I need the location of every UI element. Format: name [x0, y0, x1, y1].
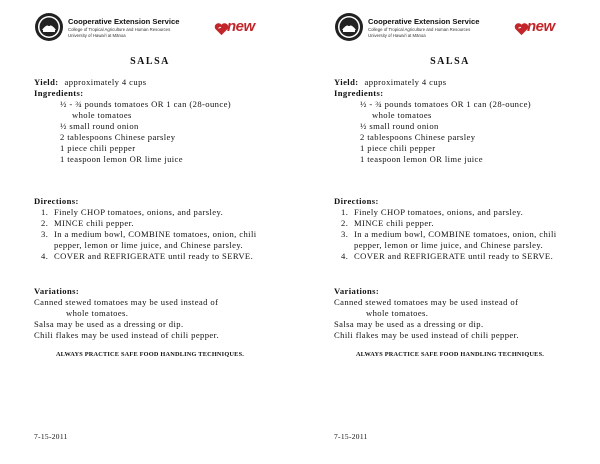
ingredient-item: whole tomatoes — [72, 110, 132, 120]
directions-list — [34, 207, 284, 262]
ingredient-item: ½ - ¾ pounds tomatoes OR 1 can (28-ounce) — [60, 99, 232, 109]
step-number: 3. — [341, 229, 349, 239]
step-text: Finely CHOP tomatoes, onions, and parsley. — [354, 207, 524, 217]
variations-label: Variations: — [334, 286, 380, 296]
step-number: 1. — [41, 207, 49, 217]
variations-section — [34, 286, 284, 341]
new-program-logo — [214, 18, 278, 37]
directions-section — [334, 196, 584, 262]
ingredient-item: 2 tablespoons Chinese parsley — [360, 132, 476, 142]
new-program-logo — [514, 18, 578, 37]
yield-label: Yield: — [334, 77, 359, 87]
ingredient-item: ½ small round onion — [60, 121, 139, 131]
org-name: Cooperative Extension Service — [368, 17, 480, 26]
yield-value: approximately 4 cups — [364, 77, 447, 87]
step-text: MINCE chili pepper. — [54, 218, 134, 228]
variation-line: Salsa may be used as a dressing or dip. — [34, 319, 184, 329]
university-seal-icon — [34, 12, 64, 42]
directions-label: Directions: — [334, 196, 379, 206]
variation-line: Chili flakes may be used instead of chili pepper. — [334, 330, 519, 340]
direction-step — [34, 207, 284, 218]
variation-line: Salsa may be used as a dressing or dip. — [334, 319, 484, 329]
step-text: MINCE chili pepper. — [354, 218, 434, 228]
direction-step — [34, 251, 284, 262]
ingredient-item: 2 tablespoons Chinese parsley — [60, 132, 176, 142]
org-university: University of Hawai'i at Mānoa — [368, 32, 426, 38]
step-text: COVER and REFRIGERATE until ready to SERVE. — [54, 251, 254, 261]
ingredients-list — [60, 99, 284, 165]
yield-value: approximately 4 cups — [64, 77, 147, 87]
variation-line: Chili flakes may be used instead of chili pepper. — [34, 330, 219, 340]
direction-step — [34, 229, 284, 251]
org-text — [68, 18, 179, 38]
ingredient-item: 1 teaspoon lemon OR lime juice — [60, 154, 183, 164]
variations-label: Variations: — [34, 286, 80, 296]
ingredient-item: whole tomatoes — [372, 110, 432, 120]
yield-label: Yield: — [34, 77, 59, 87]
ingredients-list — [360, 99, 584, 165]
yield-row — [34, 77, 284, 88]
recipe-body — [34, 77, 284, 165]
org-college: College of Tropical Agriculture and Human Resources — [368, 26, 471, 32]
step-number: 1. — [341, 207, 349, 217]
date-stamp: 7-15-2011 — [34, 432, 68, 441]
safety-note: ALWAYS PRACTICE SAFE FOOD HANDLING TECHNIQUES. — [355, 351, 545, 358]
safety-note: ALWAYS PRACTICE SAFE FOOD HANDLING TECHNIQUES. — [55, 351, 245, 358]
yield-row — [334, 77, 584, 88]
university-seal-icon — [334, 12, 364, 42]
directions-list — [334, 207, 584, 262]
ingredient-item: ½ - ¾ pounds tomatoes OR 1 can (28-ounce) — [360, 99, 532, 109]
directions-label: Directions: — [34, 196, 79, 206]
step-text: COVER and REFRIGERATE until ready to SERVE. — [354, 251, 554, 261]
ingredient-item: 1 teaspoon lemon OR lime juice — [360, 154, 483, 164]
direction-step — [34, 218, 284, 229]
step-number: 4. — [41, 251, 49, 261]
step-number: 3. — [41, 229, 49, 239]
step-text: Finely CHOP tomatoes, onions, and parsley. — [54, 207, 224, 217]
new-logo-text: new — [227, 18, 255, 35]
direction-step — [334, 218, 584, 229]
direction-step — [334, 251, 584, 262]
ingredients-label: Ingredients: — [34, 88, 84, 98]
date-stamp: 7-15-2011 — [334, 432, 368, 441]
org-name: Cooperative Extension Service — [68, 17, 180, 26]
header — [34, 12, 274, 44]
header — [334, 12, 574, 44]
org-college: College of Tropical Agriculture and Human Resources — [68, 26, 171, 32]
ingredient-item: 1 piece chili pepper — [360, 143, 436, 153]
recipe-body — [334, 77, 584, 165]
step-text: In a medium bowl, COMBINE tomatoes, onion, chili pepper, lemon or lime juice, and Chinese parsley. — [54, 229, 257, 250]
ingredient-item: 1 piece chili pepper — [60, 143, 136, 153]
directions-section — [34, 196, 284, 262]
variation-line: whole tomatoes. — [66, 308, 129, 318]
step-number: 2. — [41, 218, 49, 228]
recipe-title: SALSA — [430, 56, 470, 67]
variation-line: Canned stewed tomatoes may be used instead of — [334, 297, 519, 307]
variation-line: Canned stewed tomatoes may be used instead of — [34, 297, 219, 307]
org-text — [368, 18, 479, 38]
direction-step — [334, 207, 584, 218]
direction-step — [334, 229, 584, 251]
recipe-card-right — [300, 0, 600, 464]
org-university: University of Hawai'i at Mānoa — [68, 32, 126, 38]
step-number: 2. — [341, 218, 349, 228]
ingredient-item: ½ small round onion — [360, 121, 439, 131]
ingredients-label: Ingredients: — [334, 88, 384, 98]
variation-line: whole tomatoes. — [366, 308, 429, 318]
new-logo-text: new — [527, 18, 555, 35]
step-text: In a medium bowl, COMBINE tomatoes, onion, chili pepper, lemon or lime juice, and Chinese parsley. — [354, 229, 557, 250]
variations-section — [334, 286, 584, 341]
step-number: 4. — [341, 251, 349, 261]
recipe-title: SALSA — [130, 56, 170, 67]
